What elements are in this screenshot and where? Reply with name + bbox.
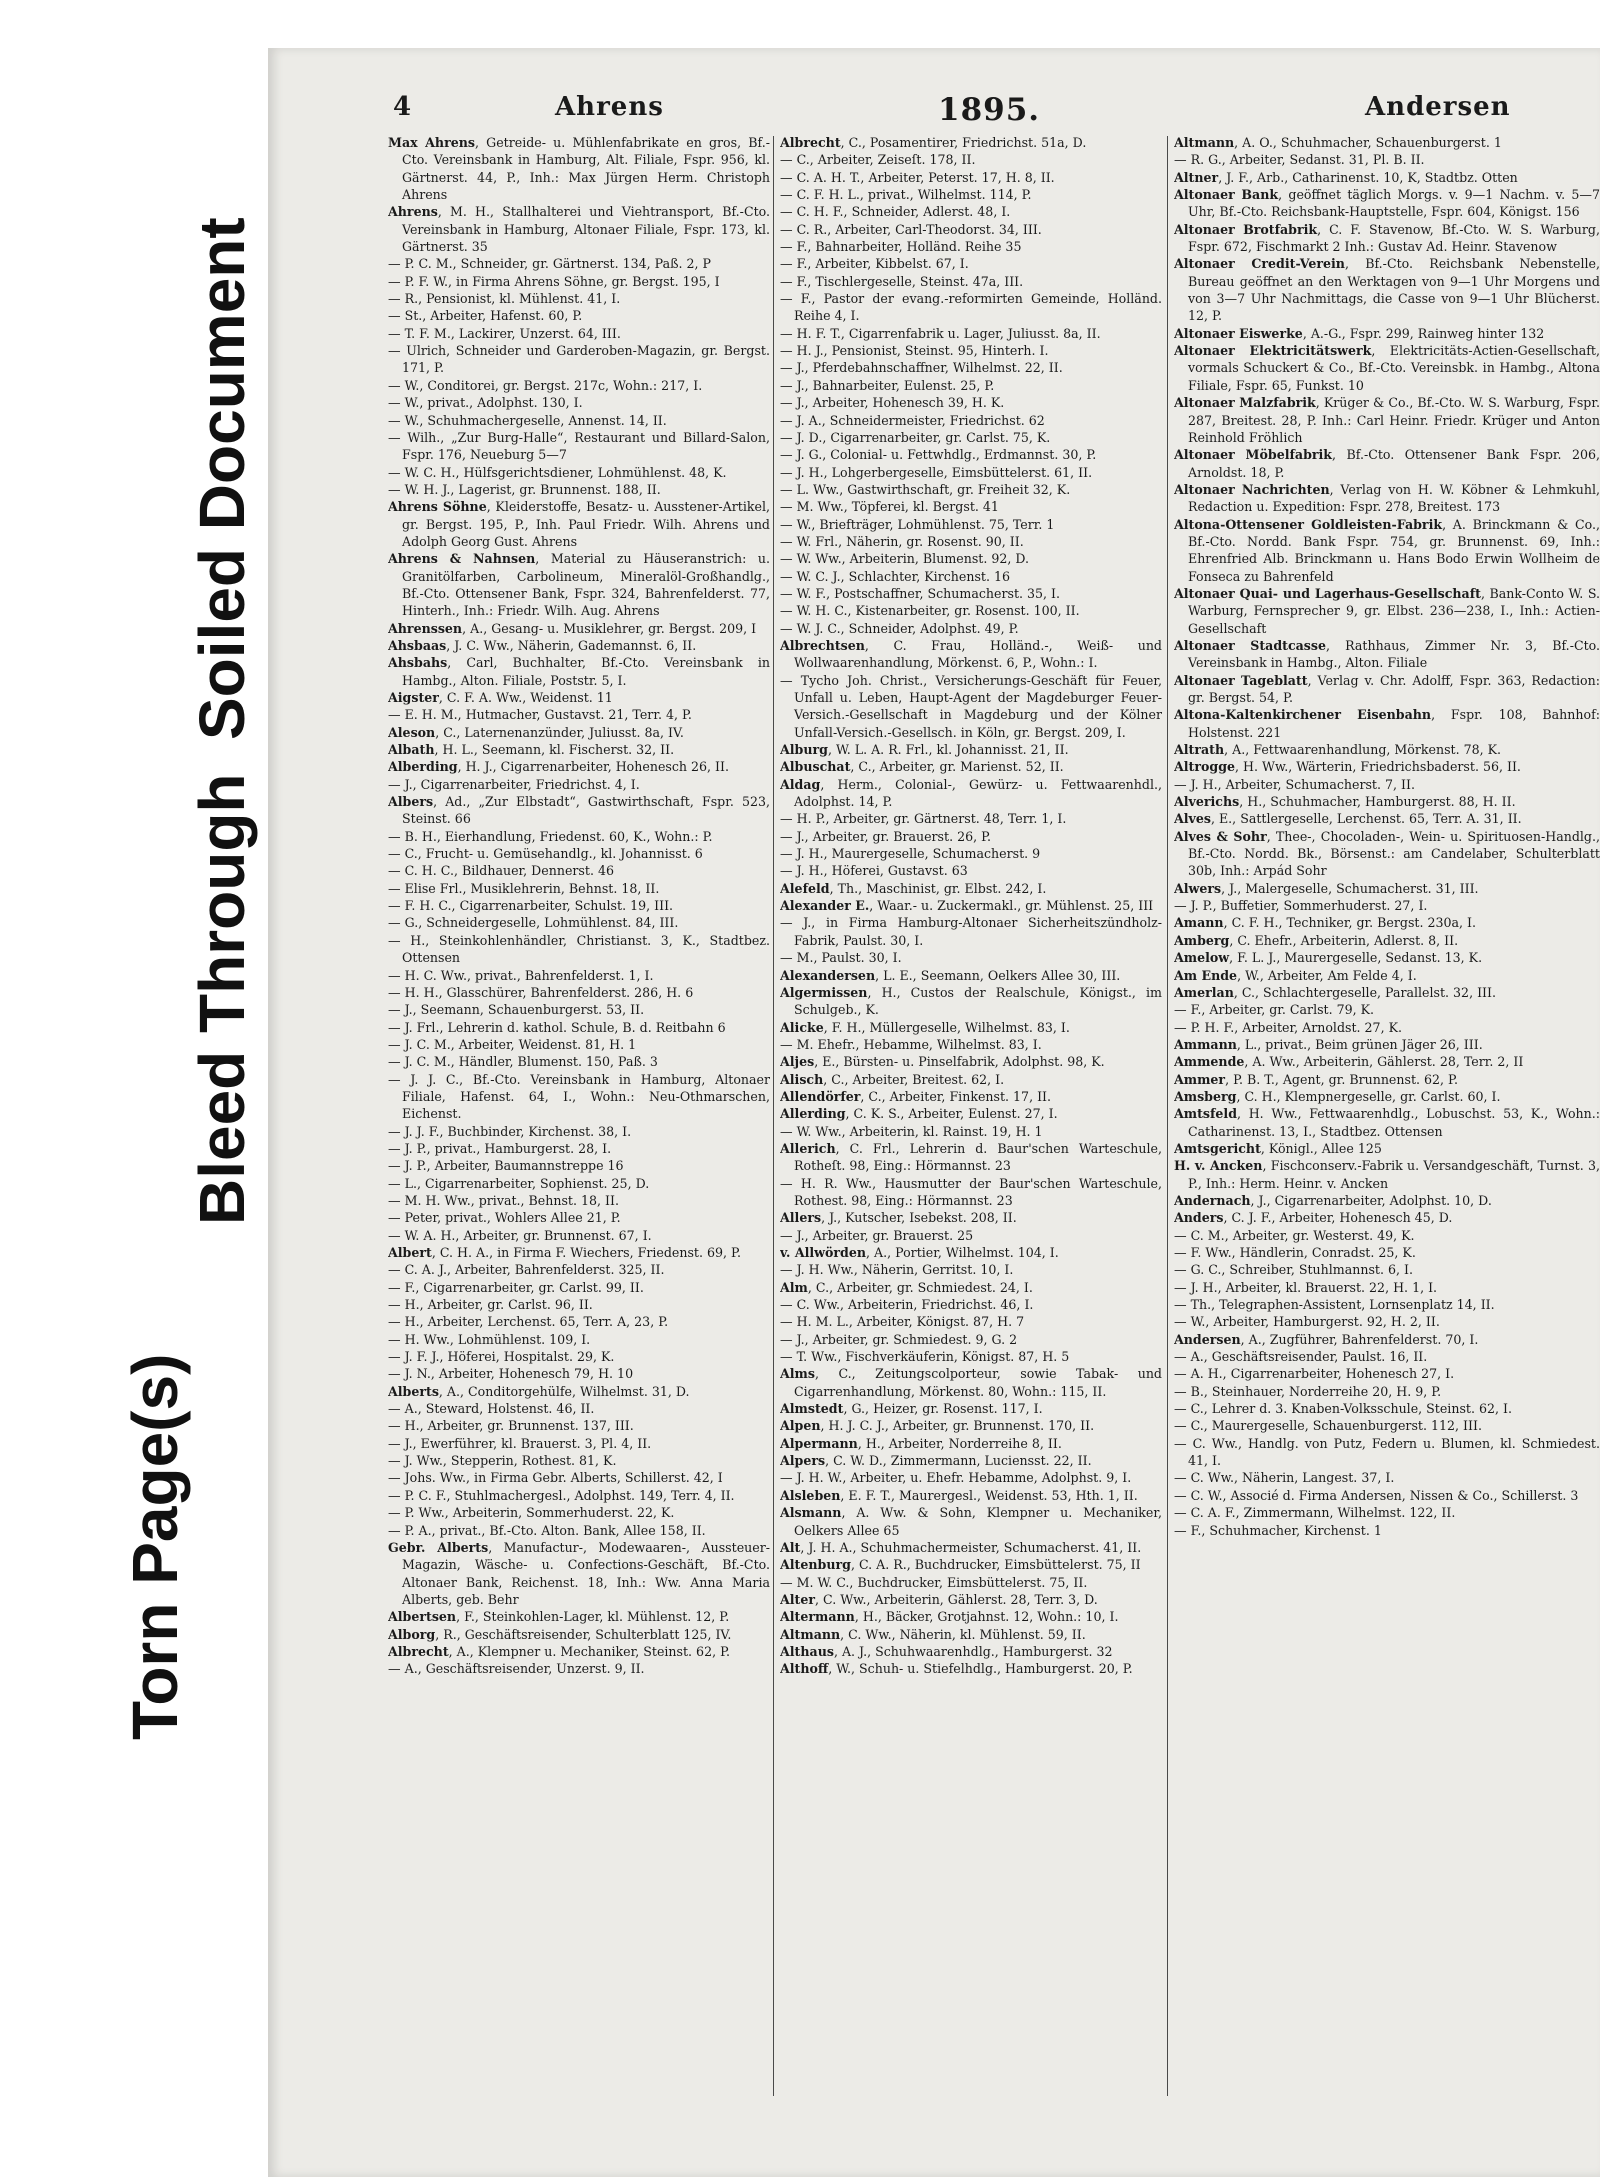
directory-entry: Alberding, H. J., Cigarrenarbeiter, Hohenesch 26, II. (388, 759, 730, 775)
directory-entry: Andernach, J., Cigarrenarbeiter, Adolphst. 10, D. (1174, 1192, 1492, 1208)
directory-entry: — W. H. C., Kistenarbeiter, gr. Rosenst. 100, II. (780, 603, 1080, 619)
directory-entry: Aigster, C. F. A. Ww., Weidenst. 11 (388, 690, 613, 705)
directory-entry: — W., Arbeiter, Hamburgerst. 92, H. 2, II. (1174, 1314, 1440, 1330)
directory-entry: — H. C. Ww., privat., Bahrenfelderst. 1, I. (388, 967, 654, 983)
directory-entry: — J. H., Lohgerbergeselle, Eimsbüttelerst. 61, II. (780, 464, 1093, 480)
directory-entry: — A., Geschäftsreisender, Paulst. 16, II. (1174, 1349, 1428, 1365)
directory-entry: — C. M., Arbeiter, gr. Westerst. 49, K. (1174, 1227, 1415, 1243)
directory-entry: — J. Frl., Lehrerin d. kathol. Schule, B. d. Reitbahn 6 (388, 1019, 726, 1035)
directory-entry: — F., Cigarrenarbeiter, gr. Carlst. 99, II. (388, 1279, 644, 1295)
directory-entry: — H., Arbeiter, gr. Brunnenst. 137, III. (388, 1418, 634, 1434)
directory-entry: — H. P., Arbeiter, gr. Gärtnerst. 48, Terr. 1, I. (780, 811, 1067, 827)
directory-entry: — W. J. C., Schneider, Adolphst. 49, P. (780, 620, 1019, 636)
directory-entry: Ammende, A. Ww., Arbeiterin, Gählerst. 28, Terr. 2, II (1174, 1054, 1524, 1070)
directory-entry: — B., Steinhauer, Norderreihe 20, H. 9, P. (1174, 1383, 1442, 1399)
directory-entry: — Ulrich, Schneider und Garderoben-Magazin, gr. Bergst. 171, P. (388, 343, 770, 376)
directory-entry: Altmann, A. O., Schuhmacher, Schauenburgerst. 1 (1174, 135, 1502, 150)
directory-entry: — Th., Telegraphen-Assistent, Lornsenplatz 14, II. (1174, 1297, 1495, 1313)
directory-entry: — J. H. Ww., Näherin, Gerritst. 10, I. (780, 1262, 1014, 1278)
directory-entry: Alwers, J., Malergeselle, Schumacherst. 31, III. (1174, 880, 1479, 896)
directory-entry: Altonaer Elektricitätswerk, Elektricitäts-Actien-Gesellschaft, vormals Schuckert & Co., Bf.-Cto. Vereinsbk. in Hambg., Altona Filiale, Fspr. 65, Funkst. 10 (1174, 343, 1600, 393)
directory-entry: — P. A., privat., Bf.-Cto. Alton. Bank, Allee 158, II. (388, 1522, 706, 1538)
directory-entry: Alpen, H. J. C. J., Arbeiter, gr. Brunnenst. 170, II. (780, 1418, 1095, 1434)
directory-entry: — J., Arbeiter, Hohenesch 39, H. K. (780, 395, 1005, 411)
directory-entry: — J., in Firma Hamburg-Altonaer Sicherheitszündholz-Fabrik, Paulst. 30, I. (780, 915, 1162, 948)
directory-entry: — W. C. J., Schlachter, Kirchenst. 16 (780, 568, 1011, 584)
directory-entry: Alsmann, A. Ww. & Sohn, Klempner u. Mechaniker, Oelkers Allee 65 (780, 1505, 1162, 1538)
directory-entry: Albers, Ad., „Zur Elbstadt“, Gastwirthschaft, Fspr. 523, Steinst. 66 (388, 794, 770, 827)
bleed-through-notice: Bleed Through (186, 773, 258, 1225)
directory-entry: — J., Arbeiter, gr. Schmiedest. 9, G. 2 (780, 1331, 1018, 1347)
directory-entry: — Tycho Joh. Christ., Versicherungs-Geschäft für Feuer, Unfall u. Leben, Haupt-Agent der Magdeburger Feuer-Versich.-Gesellschaft in Magdeburg und der Kölner Unfall-Versich.-Gesellsch. in Köln, gr. Bergst. 209, I. (780, 672, 1162, 740)
directory-entry: — H. J., Pensionist, Steinst. 95, Hinterh. I. (780, 343, 1049, 359)
directory-entry: — C. Ww., Handlg. von Putz, Federn u. Blumen, kl. Schmiedest. 41, I. (1174, 1435, 1600, 1469)
directory-entry: — M. Ehefr., Hebamme, Wilhelmst. 83, I. (780, 1036, 1042, 1052)
directory-entry: Amtsfeld, H. Ww., Fettwaarenhdlg., Lobuschst. 53, K., Wohn.: Catharinenst. 13, I., Stadtbez. Ottensen (1174, 1106, 1600, 1139)
directory-entry: — A., Steward, Holstenst. 46, II. (388, 1401, 595, 1417)
directory-entry: H. v. Ancken, Fischconserv.-Fabrik u. Versandgeschäft, Turnst. 3, P., Inh.: Herm. Heinr. v. Ancken (1174, 1158, 1600, 1191)
directory-entry: — C. W., Associé d. Firma Andersen, Nissen & Co., Schillerst. 3 (1174, 1487, 1579, 1503)
directory-entry: Altonaer Tageblatt, Verlag v. Chr. Adolff, Fspr. 363, Redaction: gr. Bergst. 54, P. (1174, 672, 1600, 705)
directory-entry: Ahrens Söhne, Kleiderstoffe, Besatz- u. Ausstener-Artikel, gr. Bergst. 195, P., Inh. Paul Friedr. Wilh. Ahrens und Adolph Georg Gust. Ahrens (388, 499, 770, 549)
directory-entry: — H. M. L., Arbeiter, Königst. 87, H. 7 (780, 1314, 1025, 1330)
directory-entry: — Johs. Ww., in Firma Gebr. Alberts, Schillerst. 42, I (388, 1470, 723, 1486)
directory-entry: — M. H. Ww., privat., Behnst. 18, II. (388, 1192, 619, 1208)
directory-entry: — W., Conditorei, gr. Bergst. 217c, Wohn.: 217, I. (388, 377, 703, 393)
directory-entry: Albrecht, A., Klempner u. Mechaniker, Steinst. 62, P. (388, 1643, 731, 1659)
directory-entry: — C., Maurergeselle, Schauenburgerst. 112, III. (1174, 1418, 1482, 1434)
running-head-left: Ahrens (555, 92, 664, 122)
directory-entry: Altrogge, H. Ww., Wärterin, Friedrichsbaderst. 56, II. (1174, 759, 1521, 775)
directory-entry: — P. Ww., Arbeiterin, Sommerhuderst. 22, K. (388, 1505, 675, 1521)
directory-entry: Ahsbaas, J. C. Ww., Näherin, Gademannst. 6, II. (388, 637, 697, 653)
directory-entry: Alefeld, Th., Maschinist, gr. Elbst. 242, I. (780, 880, 1047, 896)
directory-entry: — C., Arbeiter, Zeiseſt. 178, II. (780, 152, 976, 168)
directory-entry: — J., Bahnarbeiter, Eulenst. 25, P. (780, 377, 995, 393)
directory-entry: Alverichs, H., Schuhmacher, Hamburgerst. 88, H. II. (1174, 794, 1516, 810)
directory-entry: Altona-Kaltenkirchener Eisenbahn, Fspr. 108, Bahnhof: Holstenst. 221 (1174, 707, 1600, 740)
directory-entry: Amerlan, C., Schlachtergeselle, Parallelst. 32, III. (1174, 984, 1497, 1000)
directory-entry: — T. F. M., Lackirer, Unzerst. 64, III. (388, 325, 621, 341)
directory-entry: Altonaer Nachrichten, Verlag von H. W. Köbner & Lehmkuhl, Redaction u. Expedition: Fspr. 278, Breitest. 173 (1174, 481, 1600, 515)
directory-entry: — J. D., Cigarrenarbeiter, gr. Carlst. 75, K. (780, 429, 1051, 445)
directory-entry: Ahsbahs, Carl, Buchhalter, Bf.-Cto. Vereinsbank in Hambg., Alton. Filiale, Poststr. 5, I. (388, 655, 770, 688)
directory-entry: Alpers, C. W. D., Zimmermann, Luciensst. 22, II. (780, 1453, 1092, 1469)
directory-entry: — J. C. M., Arbeiter, Weidenst. 81, H. 1 (388, 1036, 637, 1052)
directory-entry: — Peter, privat., Wohlers Allee 21, P. (388, 1210, 621, 1226)
directory-entry: Altonaer Quai- und Lagerhaus-Gesellschaft, Bank-Conto W. S. Warburg, Fernsprecher 9, gr. Elbst. 236—238, I., Inh.: Actien-Gesellschaft (1174, 585, 1600, 636)
directory-entry: Alt, J. H. A., Schuhmachermeister, Schumacherst. 41, II. (780, 1539, 1142, 1555)
directory-entry: — B. H., Eierhandlung, Friedenst. 60, K., Wohn.: P. (388, 828, 713, 844)
directory-entry: Altonaer Möbelfabrik, Bf.-Cto. Ottensener Bank Fspr. 206, Arnoldst. 18, P. (1174, 447, 1600, 480)
directory-entry: — F., Arbeiter, gr. Carlst. 79, K. (1174, 1002, 1375, 1018)
directory-entry: Am Ende, W., Arbeiter, Am Felde 4, I. (1174, 967, 1417, 983)
directory-entry: Alborg, R., Geschäftsreisender, Schulterblatt 125, IV. (388, 1626, 732, 1642)
directory-entry: Alm, C., Arbeiter, gr. Schmiedest. 24, I. (780, 1279, 1033, 1295)
directory-entry: — J. H. W., Arbeiter, u. Ehefr. Hebamme, Adolphst. 9, I. (780, 1470, 1132, 1486)
scan-notice-panel (0, 0, 258, 2177)
directory-entry: Aldag, Herm., Colonial-, Gewürz- u. Fettwaarenhdl., Adolphst. 14, P. (780, 776, 1162, 810)
directory-entry: — A. H., Cigarrenarbeiter, Hohenesch 27, I. (1174, 1366, 1455, 1382)
directory-entry: — J., Seemann, Schauenburgerst. 53, II. (388, 1002, 645, 1018)
directory-column-3 (1174, 134, 1600, 2094)
directory-entry: — H. H., Glasschürer, Bahrenfelderst. 286, H. 6 (388, 984, 694, 1000)
directory-entry: — F. Ww., Händlerin, Conradst. 25, K. (1174, 1245, 1416, 1260)
directory-entry: — C. A. F., Zimmermann, Wilhelmst. 122, II. (1174, 1505, 1456, 1521)
soiled-document-notice: Soiled Document (186, 217, 258, 740)
directory-entry: Anders, C. J. F., Arbeiter, Hohenesch 45, D. (1174, 1210, 1453, 1226)
directory-entry: — H., Arbeiter, gr. Carlst. 96, II. (388, 1297, 593, 1313)
directory-entry: — J. J. F., Buchbinder, Kirchenst. 38, I. (388, 1123, 632, 1139)
directory-entry: — Elise Frl., Musiklehrerin, Behnst. 18, II. (388, 880, 660, 896)
directory-entry: — M. Ww., Töpferei, kl. Bergst. 41 (780, 499, 999, 515)
directory-entry: Albert, C. H. A., in Firma F. Wiechers, Friedenst. 69, P. (388, 1245, 741, 1260)
directory-entry: — T. Ww., Fischverkäuferin, Königst. 87, H. 5 (780, 1349, 1070, 1365)
directory-entry: — J., Pferdebahnschaffner, Wilhelmst. 22, II. (780, 360, 1063, 376)
directory-entry: — P. C. F., Stuhlmachergesl., Adolphst. 149, Terr. 4, II. (388, 1487, 735, 1503)
directory-entry: — J. C. M., Händler, Blumenst. 150, Paß. 3 (388, 1054, 658, 1070)
directory-page (268, 48, 1600, 2177)
directory-entry: — R. G., Arbeiter, Sedanst. 31, Pl. B. II. (1174, 152, 1425, 168)
directory-entry: — J. H., Höferei, Gustavst. 63 (780, 863, 968, 879)
directory-entry: Andersen, A., Zugführer, Bahrenfelderst. 70, I. (1174, 1331, 1479, 1347)
directory-entry: — F., Tischlergeselle, Steinst. 47a, III. (780, 273, 1024, 289)
directory-entry: Albertsen, F., Steinkohlen-Lager, kl. Mühlenst. 12, P. (388, 1609, 730, 1625)
directory-entry: — J. P., Arbeiter, Baumannstreppe 16 (388, 1158, 624, 1174)
directory-entry: — C. Ww., Näherin, Langest. 37, I. (1174, 1470, 1395, 1486)
directory-entry: — F., Schuhmacher, Kirchenst. 1 (1174, 1522, 1382, 1538)
directory-entry: — F., Arbeiter, Kibbelst. 67, I. (780, 256, 969, 272)
directory-entry: v. Allwörden, A., Portier, Wilhelmst. 104, I. (780, 1245, 1059, 1260)
directory-entry: — J. H., Arbeiter, kl. Brauerst. 22, H. 1, I. (1174, 1279, 1438, 1295)
directory-entry: Ahrens, M. H., Stallhalterei und Viehtransport, Bf.-Cto. Vereinsbank in Hamburg, Altonaer Filiale, Fspr. 173, kl. Gärtnerst. 35 (388, 204, 770, 255)
directory-entry: — J. Ww., Stepperin, Rothest. 81, K. (388, 1453, 617, 1469)
directory-entry: Alberts, A., Conditorgehülfe, Wilhelmst. 31, D. (388, 1383, 690, 1399)
directory-entry: Almstedt, G., Heizer, gr. Rosenst. 117, I. (780, 1401, 1043, 1417)
directory-entry: — J. P., privat., Hamburgerst. 28, I. (388, 1140, 612, 1156)
directory-entry: — W. H. J., Lagerist, gr. Brunnenst. 188, II. (388, 481, 661, 497)
directory-entry: — W., privat., Adolphst. 130, I. (388, 395, 583, 411)
directory-entry: Alpermann, H., Arbeiter, Norderreihe 8, II. (780, 1435, 1062, 1451)
directory-entry: Allerich, C. Frl., Lehrerin d. Baur'schen Warteschule, Rotheſt. 98, Eing.: Hörmannst. 23 (780, 1140, 1162, 1174)
directory-entry: Allendörfer, C., Arbeiter, Finkenst. 17, II. (780, 1088, 1052, 1104)
directory-entry: Ahrens & Nahnsen, Material zu Häuseranstrich: u. Granitölfarben, Carbolineum, Mineralöl-Großhandlg., Bf.-Cto. Ottensener Bank, Fspr. 324, Bahrenfelderst. 77, Hinterh., Inh.: Friedr. Wilh. Aug. Ahrens (388, 551, 770, 619)
directory-entry: — J., Arbeiter, gr. Brauerst. 25 (780, 1227, 974, 1243)
directory-entry: — H., Steinkohlenhändler, Christianst. 3, K., Stadtbez. Ottensen (388, 932, 770, 966)
directory-entry: Ammer, P. B. T., Agent, gr. Brunnenst. 62, P. (1174, 1071, 1458, 1087)
directory-entry: — J. H., Arbeiter, Schumacherst. 7, II. (1174, 776, 1415, 792)
directory-entry: — C. F. H. L., privat., Wilhelmst. 114, P. (780, 187, 1032, 203)
directory-entry: Amsberg, C. H., Klempnergeselle, gr. Carlst. 60, I. (1174, 1088, 1501, 1104)
directory-entry: — P. H. F., Arbeiter, Arnoldst. 27, K. (1174, 1019, 1402, 1035)
directory-entry: Ahrenssen, A., Gesang- u. Musiklehrer, gr. Bergst. 209, I (388, 620, 757, 636)
directory-entry: — W. Frl., Näherin, gr. Rosenst. 90, II. (780, 533, 1024, 549)
directory-entry: — J., Arbeiter, gr. Brauerst. 26, P. (780, 828, 992, 844)
directory-entry: Alsleben, E. F. T., Maurergesl., Weidenst. 53, Hth. 1, II. (780, 1487, 1138, 1503)
directory-entry: — J., Cigarrenarbeiter, Friedrichst. 4, I. (388, 776, 640, 792)
directory-entry: — F., Bahnarbeiter, Holländ. Reihe 35 (780, 239, 1022, 255)
directory-entry: Altonaer Credit-Verein, Bf.-Cto. Reichsbank Nebenstelle, Bureau geöffnet an den Werktagen von 9—1 Uhr Morgens und von 3—7 Uhr Nachmittags, die Casse von 9—1 Uhr Blücherst. 12, P. (1174, 256, 1600, 324)
directory-entry: Max Ahrens, Getreide- u. Mühlenfabrikate en gros, Bf.-Cto. Vereinsbank in Hamburg, Alt. Filiale, Fspr. 956, kl. Gärtnerst. 44, P., Inh.: Max Jürgen Herm. Christoph Ahrens (388, 135, 770, 203)
column-rule (773, 136, 774, 2096)
directory-entry: — W. A. H., Arbeiter, gr. Brunnenst. 67, I. (388, 1227, 652, 1243)
directory-entry: — W. F., Postschaffner, Schumacherst. 35, I. (780, 585, 1061, 601)
directory-entry: Allerding, C. K. S., Arbeiter, Eulenst. 27, I. (780, 1106, 1058, 1122)
directory-entry: Altner, J. F., Arb., Catharinenst. 10, K, Stadtbz. Otten (1174, 169, 1518, 185)
directory-entry: — H. F. T., Cigarrenfabrik u. Lager, Juliusst. 8a, II. (780, 325, 1101, 341)
directory-entry: Alisch, C., Arbeiter, Breitest. 62, I. (780, 1071, 1005, 1087)
directory-entry: — G. C., Schreiber, Stuhlmannst. 6, I. (1174, 1262, 1413, 1278)
directory-entry: Ammann, L., privat., Beim grünen Jäger 26, III. (1174, 1036, 1483, 1052)
directory-entry: — C. Ww., Arbeiterin, Friedrichst. 46, I. (780, 1297, 1034, 1313)
directory-entry: — R., Pensionist, kl. Mühlenst. 41, I. (388, 291, 621, 307)
directory-entry: Albrecht, C., Posamentirer, Friedrichst. 51a, D. (780, 135, 1087, 150)
directory-entry: Alms, C., Zeitungscolporteur, sowie Tabak- und Cigarrenhandlung, Mörkenst. 80, Wohn.: 115, II. (780, 1366, 1162, 1399)
directory-entry: Alburg, W. L. A. R. Frl., kl. Johannisst. 21, II. (780, 742, 1069, 758)
directory-entry: Albath, H. L., Seemann, kl. Fischerst. 32, II. (388, 742, 675, 758)
directory-entry: Algermissen, H., Custos der Realschule, Königst., im Schulgeb., K. (780, 984, 1162, 1018)
torn-pages-notice: Torn Page(s) (119, 1353, 191, 1740)
directory-entry: — J. A., Schneidermeister, Friedrichst. 62 (780, 412, 1045, 428)
directory-entry: — F., Pastor der evang.-reformirten Gemeinde, Holländ. Reihe 4, I. (780, 291, 1162, 324)
directory-entry: Alexander E., Waar.- u. Zuckermakl., gr. Mühlenst. 25, III (780, 898, 1154, 914)
directory-entry: Allers, J., Kutscher, Isebekst. 208, II. (780, 1210, 1017, 1226)
directory-entry: — W., Schuhmachergeselle, Annenst. 14, II. (388, 412, 667, 428)
directory-column-2 (780, 134, 1162, 2094)
directory-column-1 (388, 134, 770, 2094)
directory-entry: Amtsgericht, Königl., Allee 125 (1174, 1140, 1382, 1156)
directory-entry: Altonaer Eiswerke, A.-G., Fspr. 299, Rainweg hinter 132 (1174, 325, 1545, 341)
directory-entry: Althaus, A. J., Schuhwaarenhdlg., Hamburgerst. 32 (780, 1643, 1113, 1659)
directory-entry: — C. A. J., Arbeiter, Bahrenfelderst. 325, II. (388, 1262, 665, 1278)
directory-entry: — P. C. M., Schneider, gr. Gärtnerst. 134, Paß. 2, P (388, 256, 712, 272)
directory-entry: — C., Frucht- u. Gemüsehandlg., kl. Johannisst. 6 (388, 846, 703, 862)
directory-entry: — Wilh., „Zur Burg-Halle“, Restaurant und Billard-Salon, Fspr. 176, Neueburg 5—7 (388, 429, 770, 463)
directory-entry: Alves, E., Sattlergeselle, Lerchenst. 65, Terr. A. 31, II. (1174, 811, 1522, 827)
directory-entry: Albrechtsen, C. Frau, Holländ.-, Weiß- und Wollwaarenhandlung, Mörkenst. 6, P., Wohn.: I. (780, 637, 1162, 671)
column-rule (1167, 136, 1168, 2096)
directory-entry: — St., Arbeiter, Hafenst. 60, P. (388, 308, 583, 324)
running-head-year: 1895. (938, 92, 1041, 128)
directory-entry: — C. A. H. T., Arbeiter, Peterst. 17, H. 8, II. (780, 169, 1055, 185)
directory-entry: — H. Ww., Lohmühlenst. 109, I. (388, 1331, 591, 1347)
directory-entry: Altmann, C. Ww., Näherin, kl. Mühlenst. 59, II. (780, 1626, 1086, 1642)
directory-entry: Amberg, C. Ehefr., Arbeiterin, Adlerst. 8, II. (1174, 932, 1459, 948)
directory-entry: Amann, C. F. H., Techniker, gr. Bergst. 230a, I. (1174, 915, 1477, 931)
directory-entry: Altermann, H., Bäcker, Grotjahnst. 12, Wohn.: 10, I. (780, 1609, 1119, 1625)
directory-entry: — J. P., Buffetier, Sommerhuderst. 27, I. (1174, 898, 1428, 914)
directory-entry: — L. Ww., Gastwirthschaft, gr. Freiheit 32, K. (780, 481, 1071, 497)
directory-entry: — J., Ewerführer, kl. Brauerst. 3, Pl. 4, II. (388, 1435, 652, 1451)
directory-entry: Altonaer Bank, geöffnet täglich Morgs. v. 9—1 Nachm. v. 5—7 Uhr, Bf.-Cto. Reichsbank-Hauptstelle, Fspr. 604, Königst. 156 (1174, 187, 1600, 220)
running-head-right: Andersen (1365, 92, 1511, 122)
directory-entry: — L., Cigarrenarbeiter, Sophienst. 25, D. (388, 1175, 650, 1191)
directory-entry: Gebr. Alberts, Manufactur-, Modewaaren-, Aussteuer-Magazin, Wäsche- u. Confections-Geschäft, Bf.-Cto. Altonaer Bank, Reichenst. 18, Inh.: Ww. Anna Maria Alberts, geb. Behr (388, 1539, 770, 1607)
directory-entry: — C. H. F., Schneider, Adlerst. 48, I. (780, 204, 1011, 220)
directory-entry: — W. Ww., Arbeiterin, kl. Rainst. 19, H. 1 (780, 1123, 1043, 1139)
directory-entry: — H. R. Ww., Hausmutter der Baur'schen Warteschule, Rothest. 98, Eing.: Hörmannst. 23 (780, 1175, 1162, 1208)
directory-entry: — W. C. H., Hülfsgerichtsdiener, Lohmühlenst. 48, K. (388, 464, 727, 480)
directory-entry: — J. F. J., Höferei, Hospitalst. 29, K. (388, 1349, 615, 1365)
directory-entry: — W. Ww., Arbeiterin, Blumenst. 92, D. (780, 551, 1030, 567)
directory-entry: — E. H. M., Hutmacher, Gustavst. 21, Terr. 4, P. (388, 707, 692, 723)
directory-entry: — F. H. C., Cigarrenarbeiter, Schulst. 19, III. (388, 898, 674, 914)
directory-entry: Aleson, C., Laternenanzünder, Juliusst. 8a, IV. (388, 724, 684, 740)
directory-entry: Aljes, E., Bürsten- u. Pinselfabrik, Adolphst. 98, K. (780, 1054, 1105, 1070)
directory-entry: Alves & Sohr, Thee-, Chocoladen-, Wein- u. Spirituosen-Handlg., Bf.-Cto. Nordd. Bk., Börsenst.: am Candelaber, Schulterblatt 30b, Inh.: Arpád Sohr (1174, 828, 1600, 879)
directory-entry: — A., Geschäftsreisender, Unzerst. 9, II. (388, 1661, 645, 1677)
directory-entry: Altonaer Stadtcasse, Rathhaus, Zimmer Nr. 3, Bf.-Cto. Vereinsbank in Hambg., Alton. Filiale (1174, 637, 1600, 671)
directory-entry: Althoff, W., Schuh- u. Stiefelhdlg., Hamburgerst. 20, P. (780, 1661, 1133, 1677)
directory-entry: — P. F. W., in Firma Ahrens Söhne, gr. Bergst. 195, I (388, 273, 720, 289)
directory-entry: Altona-Ottensener Goldleisten-Fabrik, A. Brinckmann & Co., Bf.-Cto. Nordd. Bank Fspr. 754, gr. Brunnenst. 69, Inh.: Ehrenfried Alb. Brinckmann u. Hans Bodo Erwin Wollheim de Fonseca zu Bahrenfeld (1174, 516, 1600, 584)
directory-entry: — C. R., Arbeiter, Carl-Theodorst. 34, III. (780, 221, 1042, 237)
directory-entry: — H., Arbeiter, Lerchenst. 65, Terr. A, 23, P. (388, 1314, 669, 1330)
directory-entry: Amelow, F. L. J., Maurergeselle, Sedanst. 13, K. (1174, 950, 1483, 966)
directory-entry: — C., Lehrer d. 3. Knaben-Volksschule, Steinst. 62, I. (1174, 1401, 1512, 1417)
directory-entry: — C. H. C., Bildhauer, Dennerst. 46 (388, 863, 614, 879)
directory-entry: — M., Paulst. 30, I. (780, 950, 902, 966)
directory-entry: Altenburg, C. A. R., Buchdrucker, Eimsbüttelerst. 75, II (780, 1557, 1141, 1573)
directory-entry: Albuschat, C., Arbeiter, gr. Marienst. 52, II. (780, 759, 1064, 775)
directory-entry: Altrath, A., Fettwaarenhandlung, Mörkenst. 78, K. (1174, 742, 1502, 758)
directory-entry: Alicke, F. H., Müllergeselle, Wilhelmst. 83, I. (780, 1019, 1070, 1035)
directory-entry: — J. J. C., Bf.-Cto. Vereinsbank in Hamburg, Altonaer Filiale, Hafenst. 64, I., Wohn.: Neu-Othmarschen, Eichenst. (388, 1071, 770, 1122)
directory-entry: Altonaer Brotfabrik, C. F. Stavenow, Bf.-Cto. W. S. Warburg, Fspr. 672, Fischmarkt 2 Inh.: Gustav Ad. Heinr. Stavenow (1174, 221, 1600, 255)
directory-entry: Altonaer Malzfabrik, Krüger & Co., Bf.-Cto. W. S. Warburg, Fspr. 287, Breitest. 28, P. Inh.: Carl Heinr. Friedr. Krüger und Anton Reinhold Fröhlich (1174, 395, 1600, 445)
directory-entry: — M. W. C., Buchdrucker, Eimsbüttelerst. 75, II. (780, 1574, 1088, 1590)
directory-entry: — J. N., Arbeiter, Hohenesch 79, H. 10 (388, 1366, 634, 1382)
directory-entry: — J. H., Maurergeselle, Schumacherst. 9 (780, 846, 1041, 862)
directory-entry: Alexandersen, L. E., Seemann, Oelkers Allee 30, III. (780, 967, 1121, 983)
page-number: 4 (393, 92, 413, 122)
directory-entry: — G., Schneidergeselle, Lohmühlenst. 84, III. (388, 915, 679, 931)
directory-entry: Alter, C. Ww., Arbeiterin, Gählerst. 28, Terr. 3, D. (780, 1591, 1098, 1607)
directory-entry: — W., Briefträger, Lohmühlenst. 75, Terr. 1 (780, 516, 1055, 532)
directory-entry: — J. G., Colonial- u. Fettwhdlg., Erdmannst. 30, P. (780, 447, 1097, 463)
